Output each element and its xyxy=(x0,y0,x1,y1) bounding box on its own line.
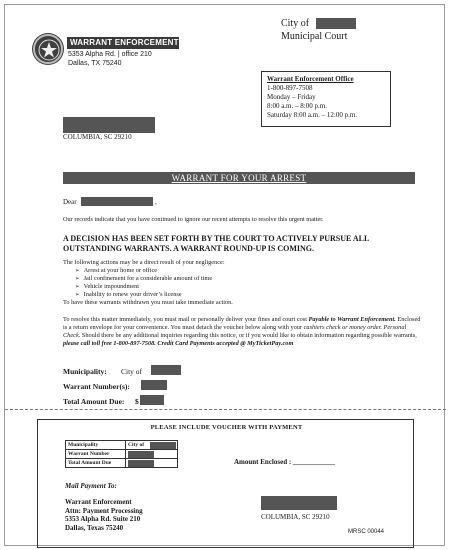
resolve-check: cashiers check or money order. Personal Check. xyxy=(63,324,407,339)
voucher-code: MRSC 00044 xyxy=(348,529,385,535)
redaction-amount xyxy=(140,395,164,405)
remit-street: 5353 Alpha Rd. Suite 210 xyxy=(65,515,141,523)
decision-paragraph: A DECISION HAS BEEN SET FORTH BY THE COURT TO ACTIVELY PURSUE ALL OUTSTANDING WARRANTS. A WARRANT ROUND-UP IS COMING. xyxy=(63,234,369,253)
office-phone: 1-800-897-7508 xyxy=(267,84,313,92)
consequence-item: ➢ Arrest at your home or office xyxy=(75,267,423,275)
consequence-item: ➢ Inability to renew your driver’s license xyxy=(75,291,423,299)
letter-page xyxy=(4,4,445,546)
voucher-title: PLEASE INCLUDE VOUCHER WITH PAYMENT xyxy=(150,424,303,431)
mail-to-label: Mail Payment To: xyxy=(65,482,117,490)
seal-icon xyxy=(33,34,63,64)
amount-value: $ xyxy=(135,397,139,406)
resolve-text-3: Should there be any additional inquiries regarding this notice, or if you would like to obtain information regarding possible warrants, xyxy=(80,332,417,339)
org-address-line1: 5353 Alpha Rd. | office 210 xyxy=(68,51,152,58)
org-name: WARRANT ENFORCEMENT xyxy=(67,37,179,49)
consequences-section xyxy=(63,259,423,307)
voucher-cell-value xyxy=(126,459,178,468)
withdrawn-note: To have these warrants withdrawn you must take immediate action. xyxy=(63,299,233,306)
voucher-cell-value xyxy=(126,441,178,450)
office-saturday-hours: Saturday 8:00 a.m. – 12:00 p.m. xyxy=(267,111,358,119)
recipient-city: COLUMBIA, SC 29210 xyxy=(63,133,132,141)
municipality-label: Municipality: xyxy=(63,367,107,376)
office-hours-box xyxy=(261,71,391,127)
consequence-item: ➢ Jail confinement for a considerable amount of time xyxy=(75,275,423,283)
office-weekday-hours: 8:00 a.m. – 8:00 p.m. xyxy=(267,102,327,110)
voucher-cell-label: Total Amount Due xyxy=(66,459,126,468)
redaction-warrants xyxy=(141,380,167,390)
remit-name: Warrant Enforcement xyxy=(65,498,132,506)
city-label: City of xyxy=(281,18,310,29)
consequence-item: ➢ Vehicle impoundment xyxy=(75,283,423,291)
warrants-label: Warrant Number(s): xyxy=(63,382,130,391)
resolve-text-1: To resolve this matter immediately, you must mail or personally deliver your fines and court cost xyxy=(63,316,309,323)
table-row xyxy=(66,450,178,459)
org-address-line2: Dallas, TX 75240 xyxy=(68,60,122,67)
office-title: Warrant Enforcement Office xyxy=(267,75,354,83)
redaction-voucher-amount xyxy=(128,460,154,467)
voucher-cell-label: Municipality xyxy=(66,441,126,450)
redaction-name xyxy=(81,197,153,206)
redaction-municipality xyxy=(151,365,181,375)
table-row xyxy=(66,441,178,450)
municipality-value: City of xyxy=(121,367,143,376)
redaction-city xyxy=(316,18,356,29)
redaction-voucher-recipient xyxy=(261,496,337,510)
redaction-voucher-warrant xyxy=(128,451,154,458)
consequences-intro: The following actions may be a direct result of your negligence: xyxy=(63,259,225,266)
amount-enclosed: Amount Enclosed : ____________ xyxy=(234,458,335,466)
remit-city: Dallas, Texas 75240 xyxy=(65,523,124,532)
office-days: Monday – Friday xyxy=(267,93,316,101)
court-label: Municipal Court xyxy=(281,31,348,42)
payment-voucher xyxy=(37,419,414,548)
consequences-list xyxy=(75,267,423,299)
remit-address xyxy=(65,498,143,532)
redaction-recipient xyxy=(63,117,155,133)
redaction-voucher-city xyxy=(150,442,176,449)
voucher-cell-label: Warrant Number xyxy=(66,450,126,459)
amount-label: Total Amount Due: xyxy=(63,397,125,406)
voucher-cell-value xyxy=(126,450,178,459)
resolve-text-2: Enclosed is a return envelope for your convenience. You must detach the voucher below along with your xyxy=(63,316,421,331)
table-row xyxy=(66,459,178,468)
remit-attn: Attn: Payment Processing xyxy=(65,506,143,515)
intro-paragraph: Our records indicate that you have continued to ignore our recent attempts to resolve this urgent matter. xyxy=(63,216,324,223)
resolve-call: please call toll free 1-800-897-7508. Credit Card Payments accepted @ MyTicketPay.com xyxy=(63,340,294,347)
resolve-payable: Payable to Warrant Enforcement. xyxy=(308,316,396,323)
detach-line xyxy=(5,409,446,410)
salutation-end: , xyxy=(155,198,157,206)
voucher-municipality-value: City of xyxy=(128,442,145,448)
voucher-table xyxy=(65,440,178,468)
resolve-paragraph xyxy=(63,316,423,348)
salutation: Dear xyxy=(63,198,77,206)
voucher-recipient-city: COLUMBIA, SC 29210 xyxy=(261,513,330,521)
warrant-banner: WARRANT FOR YOUR ARREST xyxy=(63,172,415,184)
